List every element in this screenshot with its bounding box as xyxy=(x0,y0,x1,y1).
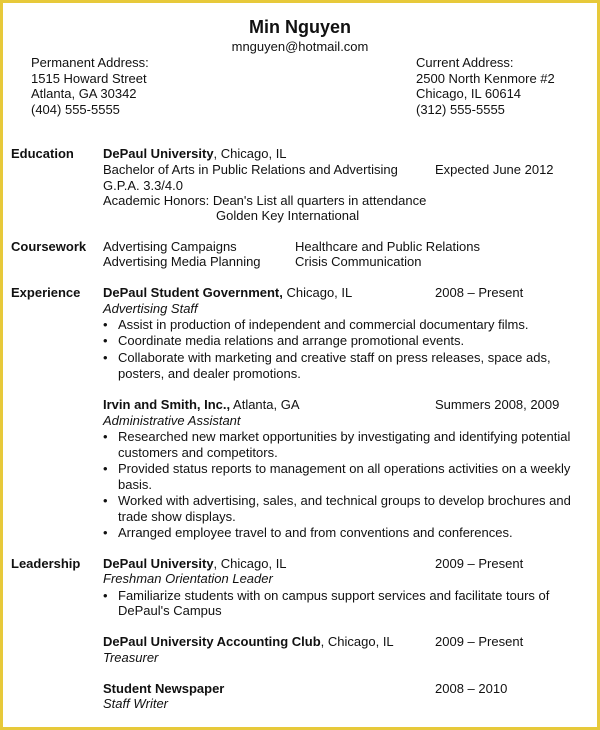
role-org: DePaul University Accounting Club xyxy=(103,634,321,649)
bullet-text: DePaul's Campus xyxy=(118,603,222,618)
course-item: Crisis Communication xyxy=(295,254,422,269)
section-heading-leadership: Leadership xyxy=(11,556,81,571)
bullet-text: Assist in production of independent and commercial documentary films. xyxy=(118,317,529,332)
permanent-address xyxy=(31,55,149,117)
permanent-city: Atlanta, GA 30342 xyxy=(31,86,137,101)
section-heading-coursework: Coursework xyxy=(11,239,87,254)
bullet-glyph: • xyxy=(103,461,108,476)
course-item: Advertising Campaigns xyxy=(103,239,237,254)
bullet-text: posters, and dealer promotions. xyxy=(118,366,301,381)
role-org-line xyxy=(103,681,224,697)
bullet-text: Arranged employee travel to and from conventions and conferences. xyxy=(118,525,513,540)
education-honors: Academic Honors: Dean's List all quarters in attendance xyxy=(103,193,427,208)
education-gpa: G.P.A. 3.3/4.0 xyxy=(103,178,183,193)
bullet-glyph: • xyxy=(103,588,108,603)
course-item: Healthcare and Public Relations xyxy=(295,239,480,254)
job-title: Advertising Staff xyxy=(103,301,198,316)
education-location: , Chicago, IL xyxy=(213,146,287,161)
job-org: DePaul Student Government, xyxy=(103,285,283,300)
permanent-street: 1515 Howard Street xyxy=(31,70,147,86)
education-school-line xyxy=(103,146,287,162)
job-org-line xyxy=(103,397,300,413)
current-address-label: Current Address: xyxy=(416,55,514,70)
bullet-glyph: • xyxy=(103,333,108,348)
current-city: Chicago, IL 60614 xyxy=(416,86,522,101)
role-title: Freshman Orientation Leader xyxy=(103,571,273,586)
job-org-line xyxy=(103,285,352,301)
job-org: Irvin and Smith, Inc., xyxy=(103,397,231,412)
role-location: , Chicago, IL xyxy=(213,556,287,571)
bullet-text: Familiarize students with on campus support services and facilitate tours of xyxy=(118,588,550,603)
job-location: Atlanta, GA xyxy=(230,397,300,412)
permanent-phone: (404) 555-5555 xyxy=(31,101,120,117)
role-location: , Chicago, IL xyxy=(320,634,394,649)
education-honors-2: Golden Key International xyxy=(216,208,360,223)
current-street: 2500 North Kenmore #2 xyxy=(416,70,555,86)
resume-name: Min Nguyen xyxy=(249,17,351,37)
education-school: DePaul University xyxy=(103,146,214,161)
bullet-glyph: • xyxy=(103,350,108,365)
role-org-line xyxy=(103,556,287,572)
bullet-glyph: • xyxy=(103,317,108,332)
bullet-text: Provided status reports to management on all operations activities on a weekly xyxy=(118,461,571,476)
bullet-text: Researched new market opportunities by investigating and identifying potential xyxy=(118,429,571,444)
resume-page xyxy=(3,3,597,727)
job-location: Chicago, IL xyxy=(282,285,353,300)
permanent-address-label: Permanent Address: xyxy=(31,55,149,70)
bullet-glyph: • xyxy=(103,493,108,508)
bullet-text: customers and competitors. xyxy=(118,445,278,460)
job-title: Administrative Assistant xyxy=(103,413,241,428)
job-dates: 2008 – Present xyxy=(435,285,524,300)
bullet-text: Collaborate with marketing and creative staff on press releases, space ads, xyxy=(118,350,551,365)
current-phone: (312) 555-5555 xyxy=(416,101,505,117)
role-dates: 2009 – Present xyxy=(435,556,524,571)
email-text: mnguyen@hotmail.com xyxy=(231,39,369,54)
role-title: Staff Writer xyxy=(103,696,169,711)
education-expected: Expected June 2012 xyxy=(435,162,554,177)
education-degree: Bachelor of Arts in Public Relations and Advertising xyxy=(103,162,398,177)
role-dates: 2008 – 2010 xyxy=(435,681,508,696)
section-heading-education: Education xyxy=(11,146,74,161)
role-org: Student Newspaper xyxy=(103,681,225,696)
role-dates: 2009 – Present xyxy=(435,634,524,649)
section-heading-experience: Experience xyxy=(11,285,81,300)
current-address xyxy=(416,55,555,117)
role-title: Treasurer xyxy=(103,650,159,665)
role-org-line xyxy=(103,634,394,650)
bullet-text: trade show displays. xyxy=(118,509,236,524)
bullet-text: Worked with advertising, sales, and technical groups to develop brochures and xyxy=(118,493,571,508)
job-dates: Summers 2008, 2009 xyxy=(435,397,560,412)
bullet-glyph: • xyxy=(103,429,108,444)
bullet-glyph: • xyxy=(103,525,108,540)
role-org: DePaul University xyxy=(103,556,214,571)
bullet-text: Coordinate media relations and arrange promotional events. xyxy=(118,333,465,348)
bullet-text: basis. xyxy=(118,477,152,492)
course-item: Advertising Media Planning xyxy=(103,254,261,269)
